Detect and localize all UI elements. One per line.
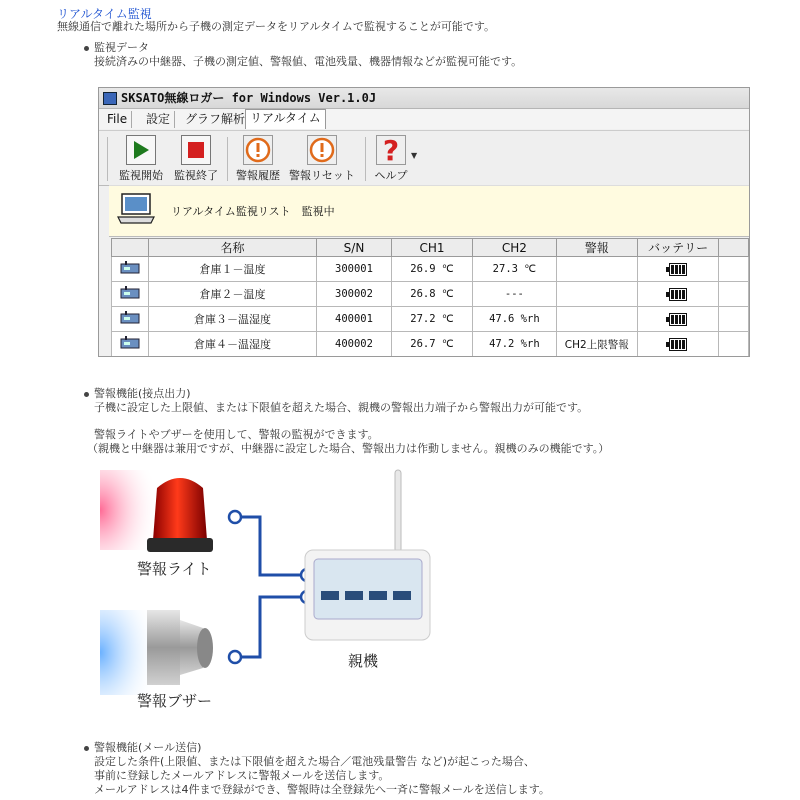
mail-line1: 設定した条件(上限値、または下限値を超えた場合／電池残量警告 など)が起こった場合、 xyxy=(94,755,535,768)
row-ch2: 27.3 ℃ xyxy=(473,257,556,282)
alarm-buzzer-label: 警報ブザー xyxy=(137,692,213,710)
mail-heading: 警報機能(メール送信) xyxy=(94,741,202,754)
svg-text:?: ? xyxy=(382,136,400,164)
device-icon xyxy=(119,336,141,349)
row-sn: 400002 xyxy=(317,332,392,357)
mail-line3: メールアドレスは4件まで登録ができ、警報時は全登録先へ一斉に警報メールを送信します。 xyxy=(94,783,550,796)
row-name: 倉庫１－温度 xyxy=(148,257,316,282)
row-name: 倉庫４－温湿度 xyxy=(148,332,316,357)
alarm-history-label: 警報履歴 xyxy=(236,169,280,182)
monitor-table xyxy=(111,238,749,357)
battery-icon xyxy=(669,263,687,276)
battery-icon xyxy=(669,313,687,326)
device-icon xyxy=(119,286,141,299)
column-header[interactable]: S/N xyxy=(317,239,392,257)
toolbar-separator xyxy=(227,137,228,181)
menu-bar xyxy=(99,109,749,129)
play-icon xyxy=(126,135,156,165)
row-alarm: CH2上限警報 xyxy=(556,332,637,357)
base-unit-label: 親機 xyxy=(348,652,379,670)
monitor-heading: 監視データ xyxy=(94,41,149,54)
bullet xyxy=(84,746,89,751)
alarm-history-button[interactable] xyxy=(233,135,283,183)
alarm-heading: 警報機能(接点出力) xyxy=(94,387,191,400)
intro-text: 無線通信で離れた場所から子機の測定データをリアルタイムで監視することが可能です。 xyxy=(57,20,496,33)
help-label: ヘルプ xyxy=(374,169,408,182)
column-header xyxy=(719,239,749,257)
row-ch2: --- xyxy=(473,282,556,307)
stop-monitor-button[interactable] xyxy=(171,135,221,183)
table-row[interactable] xyxy=(112,332,749,357)
page-title[interactable]: リアルタイム監視 xyxy=(57,7,152,21)
laptop-icon xyxy=(117,193,155,225)
chevron-down-icon[interactable]: ▼ xyxy=(411,151,418,160)
row-alarm xyxy=(556,282,637,307)
column-header[interactable]: 名称 xyxy=(148,239,316,257)
alarm-line1: 子機に設定した上限値、または下限値を超えた場合、親機の警報出力端子から警報出力が可能です。 xyxy=(94,401,589,414)
status-panel xyxy=(109,185,749,237)
menu-graph[interactable]: グラフ解析 xyxy=(181,111,250,128)
help-icon xyxy=(376,135,406,165)
app-icon xyxy=(103,92,117,105)
row-ch1: 26.7 ℃ xyxy=(391,332,472,357)
window-titlebar xyxy=(99,88,749,109)
bullet xyxy=(84,46,89,51)
bullet xyxy=(84,392,89,397)
column-header[interactable]: CH1 xyxy=(391,239,472,257)
column-header[interactable]: 警報 xyxy=(556,239,637,257)
menu-file[interactable]: File xyxy=(103,111,132,128)
column-header xyxy=(112,239,149,257)
table-row[interactable] xyxy=(112,282,749,307)
row-name: 倉庫２－温度 xyxy=(148,282,316,307)
row-sn: 300002 xyxy=(317,282,392,307)
row-name: 倉庫３－温湿度 xyxy=(148,307,316,332)
alarm-line2: 警報ライトやブザーを使用して、警報の監視ができます。 xyxy=(94,428,379,441)
row-sn: 400001 xyxy=(317,307,392,332)
stop-icon xyxy=(181,135,211,165)
battery-icon xyxy=(669,288,687,301)
alarm-light-label: 警報ライト xyxy=(137,560,212,578)
wiring-lines xyxy=(241,517,300,657)
table-row[interactable] xyxy=(112,307,749,332)
monitor-desc: 接続済みの中継器、子機の測定値、警報値、電池残量、機器情報などが監視可能です。 xyxy=(94,55,523,68)
status-text: リアルタイム監視リスト 監視中 xyxy=(171,205,335,218)
base-unit-icon xyxy=(305,470,430,640)
column-header[interactable]: バッテリー xyxy=(637,239,718,257)
row-alarm xyxy=(556,257,637,282)
terminal-dots xyxy=(229,511,313,663)
start-monitor-label: 監視開始 xyxy=(119,169,163,182)
table-row[interactable] xyxy=(112,257,749,282)
alert-icon xyxy=(243,135,273,165)
toolbar xyxy=(99,130,749,186)
toolbar-separator xyxy=(107,137,108,181)
alarm-illustration xyxy=(95,460,455,720)
menu-settings[interactable]: 設定 xyxy=(142,111,175,128)
help-button[interactable] xyxy=(371,135,411,183)
stop-monitor-label: 監視終了 xyxy=(174,169,218,182)
row-ch1: 27.2 ℃ xyxy=(391,307,472,332)
row-sn: 300001 xyxy=(317,257,392,282)
row-ch1: 26.8 ℃ xyxy=(391,282,472,307)
mail-line2: 事前に登録したメールアドレスに警報メールを送信します。 xyxy=(94,769,390,782)
app-window xyxy=(98,87,750,357)
alarm-line3: （親機と中継器は兼用ですが、中継器に設定した場合、警報出力は作動しません。親機のみの機能です。） xyxy=(87,442,610,455)
alarm-reset-button[interactable] xyxy=(287,135,357,183)
battery-icon xyxy=(669,338,687,351)
alert-icon xyxy=(307,135,337,165)
table-header xyxy=(112,239,749,257)
toolbar-separator xyxy=(365,137,366,181)
alarm-reset-label: 警報リセット xyxy=(289,169,355,182)
start-monitor-button[interactable] xyxy=(115,135,167,183)
row-ch2: 47.6 %rh xyxy=(473,307,556,332)
row-ch2: 47.2 %rh xyxy=(473,332,556,357)
row-ch1: 26.9 ℃ xyxy=(391,257,472,282)
alarm-buzzer-icon xyxy=(147,610,213,685)
device-icon xyxy=(119,261,141,274)
window-title: SKSATO無線ロガー for Windows Ver.1.0J xyxy=(121,91,377,105)
device-icon xyxy=(119,311,141,324)
tab-realtime[interactable]: リアルタイム xyxy=(245,109,326,129)
column-header[interactable]: CH2 xyxy=(473,239,556,257)
row-alarm xyxy=(556,307,637,332)
